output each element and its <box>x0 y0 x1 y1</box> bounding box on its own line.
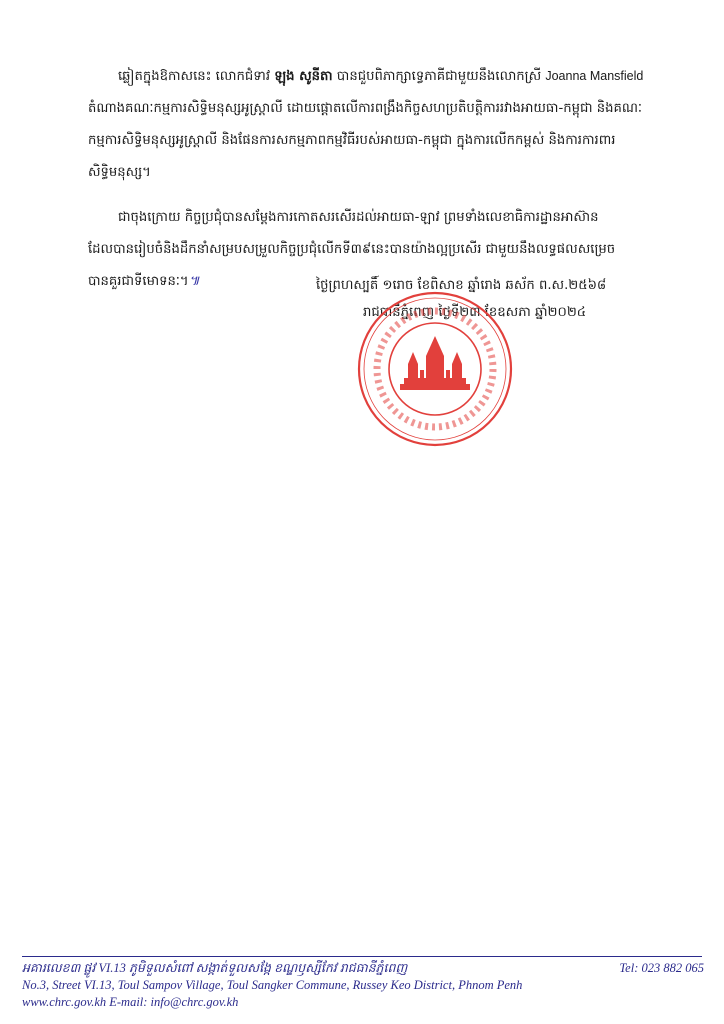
address-khmer: អគារលេខ៣ ផ្លូវ VI.13 ភូមិទួលសំពៅ សង្កាត់ទួលសង្កែ ខណ្ឌឫស្សីកែវ រាជធានីភ្នំពេញ <box>22 961 408 975</box>
official-seal-icon <box>356 290 514 448</box>
person-name-latin: Joanna Mansfield <box>545 69 644 83</box>
place-date: រាជធានីភ្នំពេញ ថ្ងៃទី២៣ ខែឧសភា ឆ្នាំ២០២៤ <box>363 305 587 320</box>
paragraph-line: តំណាងគណៈកម្មការសិទ្ធិមនុស្សអូស្ត្រាលី ដោយផ្តោតលើការពង្រឹងកិច្ចសហប្រតិបត្តិការរវាងអាយធា-កម្ពុជា និងគណៈ <box>88 101 642 116</box>
address-english: No.3, Street VI.13, Toul Sampov Village, Toul Sangker Commune, Russey Keo District, Phnom Penh <box>22 978 523 992</box>
paragraph-line: ដែលបានរៀបចំនិងដឹកនាំសម្របសម្រួលកិច្ចប្រជុំលើកទី៣៩នេះបានយ៉ាងល្អប្រសើរ ជាមួយនឹងលទ្ធផលសម្រេច <box>88 242 616 257</box>
footer-row <box>22 977 712 994</box>
paragraph-line: សិទ្ធិមនុស្ស។ <box>88 165 151 180</box>
footer-divider <box>22 956 702 957</box>
lunar-date: ថ្ងៃព្រហស្បតិ៍ ១រោច ខែពិសាខ ឆ្នាំរោង ឆស័ក ព.ស.២៥៦៨ <box>316 278 607 293</box>
text-run: ឆ្លៀតក្នុងឱកាសនេះ លោកជំទាវ <box>118 69 275 84</box>
text-run: បានជួបពិភាក្សាទ្វេភាគីជាមួយនឹងលោកស្រី <box>332 69 546 84</box>
person-name: ឡុង សូនីតា <box>274 69 333 84</box>
telephone: Tel: 023 882 065 <box>619 961 704 975</box>
paragraph-meeting <box>88 60 648 189</box>
text-run: ជាចុងក្រោយ កិច្ចប្រជុំបានសម្តែងការកោតសរសើរដល់អាយធា-ឡាវ ព្រមទាំងលេខាធិការដ្ឋានអាស៊ាន <box>118 210 599 225</box>
paragraph-line: កម្មការសិទ្ធិមនុស្សអូស្ត្រាលី និងផែនការសកម្មភាពកម្មវិធីរបស់អាយធា-កម្ពុជា ក្នុងការលើកកម្ពស់ និងការការពារ <box>88 133 616 148</box>
paragraph-line <box>88 60 648 93</box>
footer <box>22 960 712 1011</box>
text-run: បានគួរជាទីមោទនៈ។ <box>88 274 189 289</box>
footer-row <box>22 960 712 977</box>
footer-row <box>22 994 712 1011</box>
website-email-link[interactable]: www.chrc.gov.kh E-mail: info@chrc.gov.kh <box>22 995 239 1009</box>
paragraph-line <box>88 202 648 234</box>
end-mark: ៕ <box>188 274 200 289</box>
